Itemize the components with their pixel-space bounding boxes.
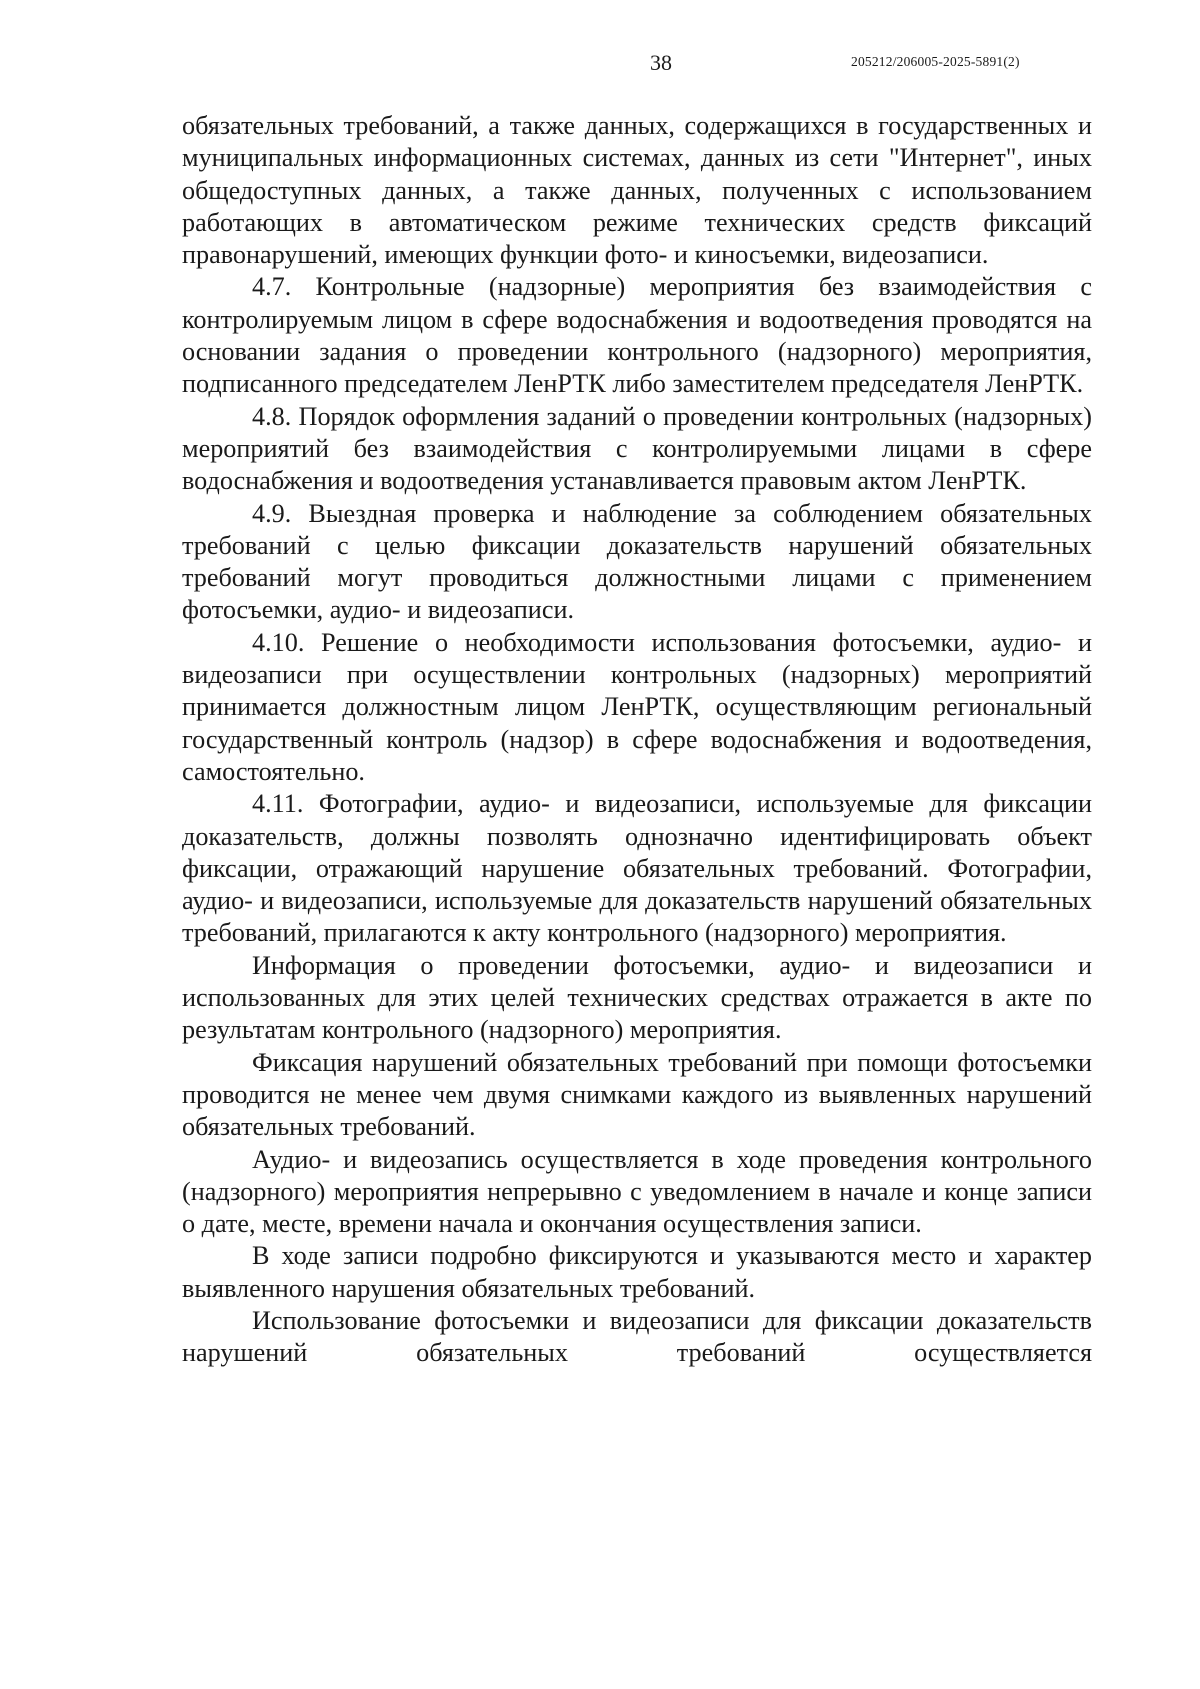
paragraph-audio-video: Аудио- и видеозапись осуществляется в ходе проведения контрольного (надзорного) мероприятия непрерывно с уведомлением в начале и конце записи о дате, месте, времени начала и окончания осуществления записи. xyxy=(182,1144,1092,1239)
paragraph-recording-info: Информация о проведении фотосъемки, аудио- и видеозаписи и использованных для этих целей технических средствах отражается в акте по результатам контрольного (надзорного) мероприятия. xyxy=(182,950,1092,1045)
paragraph-4-7: 4.7. Контрольные (надзорные) мероприятия без взаимодействия с контролируемым лицом в сфере водоснабжения и водоотведения проводятся на основании задания о проведении контрольного (надзорного) мероприятия, подписанного председателем ЛенРТК либо заместителем председателя ЛенРТК. xyxy=(182,272,1092,399)
paragraph-4-9: 4.9. Выездная проверка и наблюдение за соблюдением обязательных требований с целью фиксации доказательств нарушений обязательных требований могут проводиться должностными лицами с применением фотосъемки, аудио- и видеозаписи. xyxy=(182,498,1092,625)
paragraph-usage: Использование фотосъемки и видеозаписи для фиксации доказательств нарушений обязательных требований осуществляется xyxy=(182,1305,1092,1368)
paragraph-photo-fixation: Фиксация нарушений обязательных требований при помощи фотосъемки проводится не менее чем двумя снимками каждого из выявленных нарушений обязательных требований. xyxy=(182,1047,1092,1142)
document-body xyxy=(182,110,1092,1370)
paragraph-4-10: 4.10. Решение о необходимости использования фотосъемки, аудио- и видеозаписи при осуществлении контрольных (надзорных) мероприятий принимается должностным лицом ЛенРТК, осуществляющим региональный государственный контроль (надзор) в сфере водоснабжения и водоотведения, самостоятельно. xyxy=(182,627,1092,786)
paragraph-recording-details: В ходе записи подробно фиксируются и указываются место и характер выявленного нарушения обязательных требований. xyxy=(182,1241,1092,1303)
paragraph-continuation: обязательных требований, а также данных, содержащихся в государственных и муниципальных информационных системах, данных из сети "Интернет", иных общедоступных данных, а также данных, полученных с использованием работающих в автоматическом режиме технических средств фиксаций правонарушений, имеющих функции фото- и киносъемки, видеозаписи. xyxy=(182,111,1092,270)
document-registration-number: 205212/206005-2025-5891(2) xyxy=(851,54,1020,69)
page-number: 38 xyxy=(650,50,672,75)
paragraph-4-11: 4.11. Фотографии, аудио- и видеозаписи, используемые для фиксации доказательств, должны позволять однозначно идентифицировать объект фиксации, отражающий нарушение обязательных требований. Фотографии, аудио- и видеозаписи, используемые для доказательств нарушений обязательных требований, прилагаются к акту контрольного (надзорного) мероприятия. xyxy=(182,789,1092,948)
paragraph-4-8: 4.8. Порядок оформления заданий о проведении контрольных (надзорных) мероприятий без взаимодействия с контролируемыми лицами в сфере водоснабжения и водоотведения устанавливается правовым актом ЛенРТК. xyxy=(182,401,1092,496)
